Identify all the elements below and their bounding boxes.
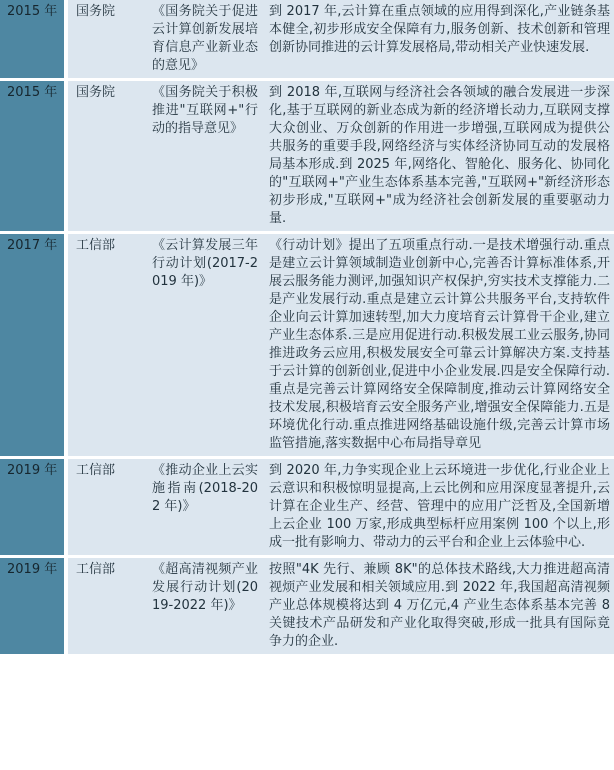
policy-title-cell: 《推动企业上云实施指南(2018-202 年)》 xyxy=(148,459,264,555)
year-cell: 2019 年 xyxy=(0,558,68,654)
policy-title-cell: 《超高清视频产业发展行动计划(2019-2022 年)》 xyxy=(148,558,264,654)
agency-cell: 国务院 xyxy=(68,0,148,78)
year-cell: 2019 年 xyxy=(0,459,68,555)
agency-cell: 工信部 xyxy=(68,234,148,456)
table-row xyxy=(0,81,614,234)
agency-cell: 国务院 xyxy=(68,81,148,231)
table-row xyxy=(0,0,614,81)
agency-cell: 工信部 xyxy=(68,558,148,654)
policy-title-cell: 《国务院关于促进云计算创新发展培育信息产业新业态的意见》 xyxy=(148,0,264,78)
agency-cell: 工信部 xyxy=(68,459,148,555)
year-cell: 2017 年 xyxy=(0,234,68,456)
policy-title-cell: 《国务院关于积极推进"互联网+"行动的指导意见》 xyxy=(148,81,264,231)
content-cell: 《行动计划》提出了五项重点行动.一是技术增强行动.重点是建立云计算领域制造业创新中心,完善否计算标准体系,开展云服务能力测评,加强知识产权保护,穷实技术支撑能力.二是产业发展行动.重点是建立云计算公共服务平台,支持软件企业向云计算加速转型,加大力度培育云计算骨干企业,建立产业生态体系.三是应用促进行动.积极发展工业云服务,协同推进政务云应用,积极发展安全可靠云计算解决方案.支持基于云计算的创新创业,促进中小企业发展.四是安全保障行动.重点是完善云计算网络安全保障制度,推动云计算网络安全技术发展,积极培育云安全服务产业,增强安全保障能力.五是环境优化行动.重点推进网络基础设施什级,完善云计算市场监管措施,落实数据中心布局指导章见 xyxy=(264,234,614,456)
policy-title-cell: 《云计算发展三年行动计划(2017-2019 年)》 xyxy=(148,234,264,456)
year-cell: 2015 年 xyxy=(0,0,68,78)
year-cell: 2015 年 xyxy=(0,81,68,231)
table-row xyxy=(0,459,614,558)
content-cell: 到 2020 年,力争实现企业上云环境进一步优化,行业企业上云意识和积极惊明显提高,上云比例和应用深度显著提升,云计算在企业生产、经营、管理中的应用广泛哲及,全国新增上云企业 100 万家,形成典型标杆应用案例 100 个以上,形成一批有影响力、带动力的云平台和企业上云体验中心. xyxy=(264,459,614,555)
table-row xyxy=(0,558,614,657)
table-row xyxy=(0,234,614,459)
content-cell: 到 2018 年,互联网与经济社会各领域的融合发展进一步深化,基于互联网的新业态成为新的经济增长动力,互联网支撑大众创业、万众创新的作用进一步增强,互联网成为提供公共服务的重要手段,网络经济与实体经济协同互动的发展格局基本形成.到 2025 年,网络化、智舱化、服务化、协同化的"互联网+"产业生态体系基本完善,"互联网+"新经济形态初步形成,"互联网+"成为经济社会创新发展的重要驱动力量. xyxy=(264,81,614,231)
content-cell: 按照"4K 先行、兼顾 8K"的总体技术路线,大力推进超高清视烦产业发展和相关领域应用.到 2022 年,我国超高清视频产业总体规模将达到 4 万亿元,4 产业生态体系基本完善 8 关键技术产品研发和产业化取得突破,形成一批具有国际竟争力的企业. xyxy=(264,558,614,654)
content-cell: 到 2017 年,云计算在重点领域的应用得到深化,产业链条基本健全,初步形成安全保障有力,服务创新、技术创新和管理创新协同推进的云计算发展格局,带动相关产业快速发展. xyxy=(264,0,614,78)
